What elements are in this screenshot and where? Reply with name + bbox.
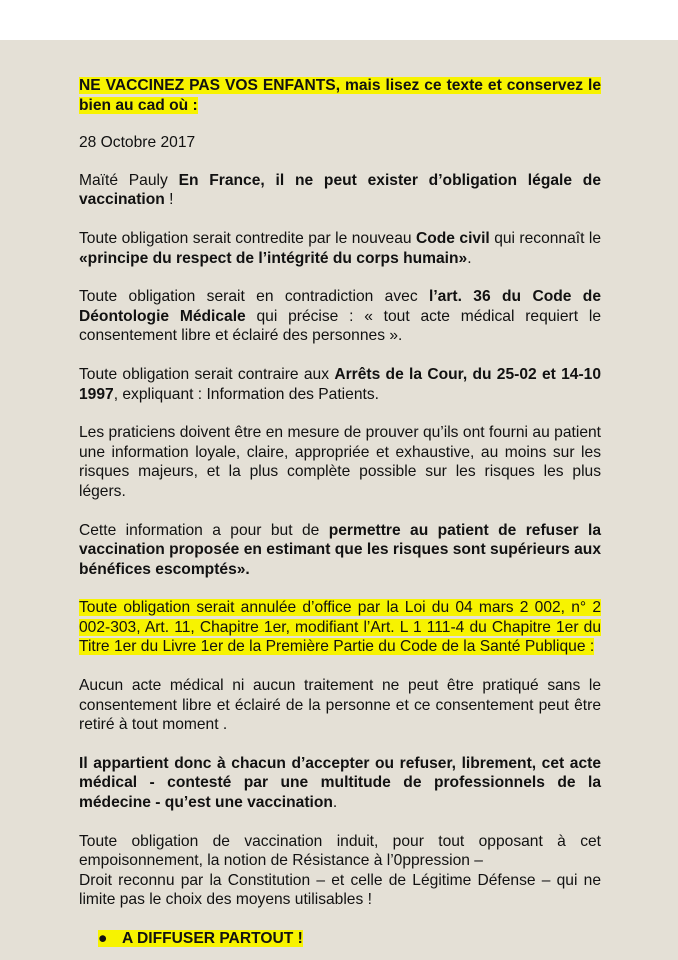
p1-author: Maïté Pauly [79, 171, 179, 189]
paragraph-6 [79, 521, 601, 580]
p3-a: Toute obligation serait en contradiction avec [79, 288, 429, 306]
p2-b: Code civil [416, 229, 490, 247]
p4-c: , expliquant : Information des Patients. [113, 385, 379, 403]
paragraph-2 [79, 229, 601, 268]
paragraph-4 [79, 365, 601, 404]
bullet-dot-icon: ● [98, 930, 108, 947]
heading-highlight: NE VACCINEZ PAS VOS ENFANTS [79, 77, 336, 94]
p4-b: Arrêts de la Cour, du 25-02 et 14-10 1997 [79, 365, 602, 403]
p10-line1: Toute obligation de vaccination induit, pour tout opposant à cet empoisonnement, la notion de Résistance à l’0ppression – [79, 832, 601, 870]
paragraph-7 [79, 598, 601, 657]
p10-line2: Droit reconnu par la Constitution – et celle de Légitime Défense – qui ne limite pas le choix des moyens utilisables ! [79, 871, 601, 909]
p9-end: . [332, 794, 338, 812]
p9-bold: Il appartient donc à chacun d’accepter ou refuser, librement, cet acte médical - contesté par une multitude de professionnels de la médecine - qu’est une vaccination [79, 754, 601, 812]
paragraph-1 [79, 171, 601, 210]
p6-a: Cette information a pour but de [79, 521, 329, 539]
p1-bold: En France, il ne peut exister d’obligation légale de vaccination [79, 171, 601, 209]
p2-c: qui reconnaît le [489, 229, 601, 247]
paragraph-10 [79, 832, 601, 910]
bullet-text: A DIFFUSER PARTOUT ! [122, 930, 303, 947]
paragraph-3 [79, 287, 601, 346]
paragraph-5: Les praticiens doivent être en mesure de prouver qu’ils ont fourni au patient une information loyale, claire, appropriée et exhaustive, au moins sur les risques majeurs, et la plus complète possible sur les risques les plus légers. [79, 424, 601, 500]
paragraph-9 [79, 754, 601, 813]
p6-b: permettre au patient de refuser la vaccination proposée en estimant que les risques sont supérieurs aux bénéfices escomptés». [79, 521, 602, 578]
document-content [79, 76, 601, 949]
p2-e: . [467, 249, 472, 267]
heading [79, 76, 601, 115]
top-bar [0, 0, 678, 40]
p4-a: Toute obligation serait contraire aux [79, 365, 335, 383]
p3-b: l’art. 36 du Code de Déontologie Médicale [79, 288, 602, 325]
date: 28 Octobre 2017 [79, 134, 196, 152]
p1-end: ! [164, 191, 174, 209]
paragraph-8: Aucun acte médical ni aucun traitement ne peut être pratiqué sans le consentement libre et éclairé de la personne et ce consentement peut être retiré à tout moment . [79, 677, 601, 734]
p7-highlight: Toute obligation serait annulée d’office par la Loi du 04 mars 2 002, n° 2 002-303, Art. 11, Chapitre 1er, modifiant l’Art. L 1 111-4 du Chapitre 1er du Titre 1er du Livre 1er de la Première Partie du Code de la Santé Publique : [79, 599, 601, 656]
bullet-item [98, 929, 601, 949]
p2-a: Toute obligation serait contredite par le nouveau [79, 229, 416, 247]
p2-d: «principe du respect de l’intégrité du corps humain» [79, 249, 468, 267]
p3-c: qui précise : « tout acte médical requiert le consentement libre et éclairé des personnes ». [79, 307, 601, 345]
document-page [0, 40, 678, 960]
heading-rest: , mais lisez ce texte et conservez le bien au cad où : [79, 77, 602, 114]
